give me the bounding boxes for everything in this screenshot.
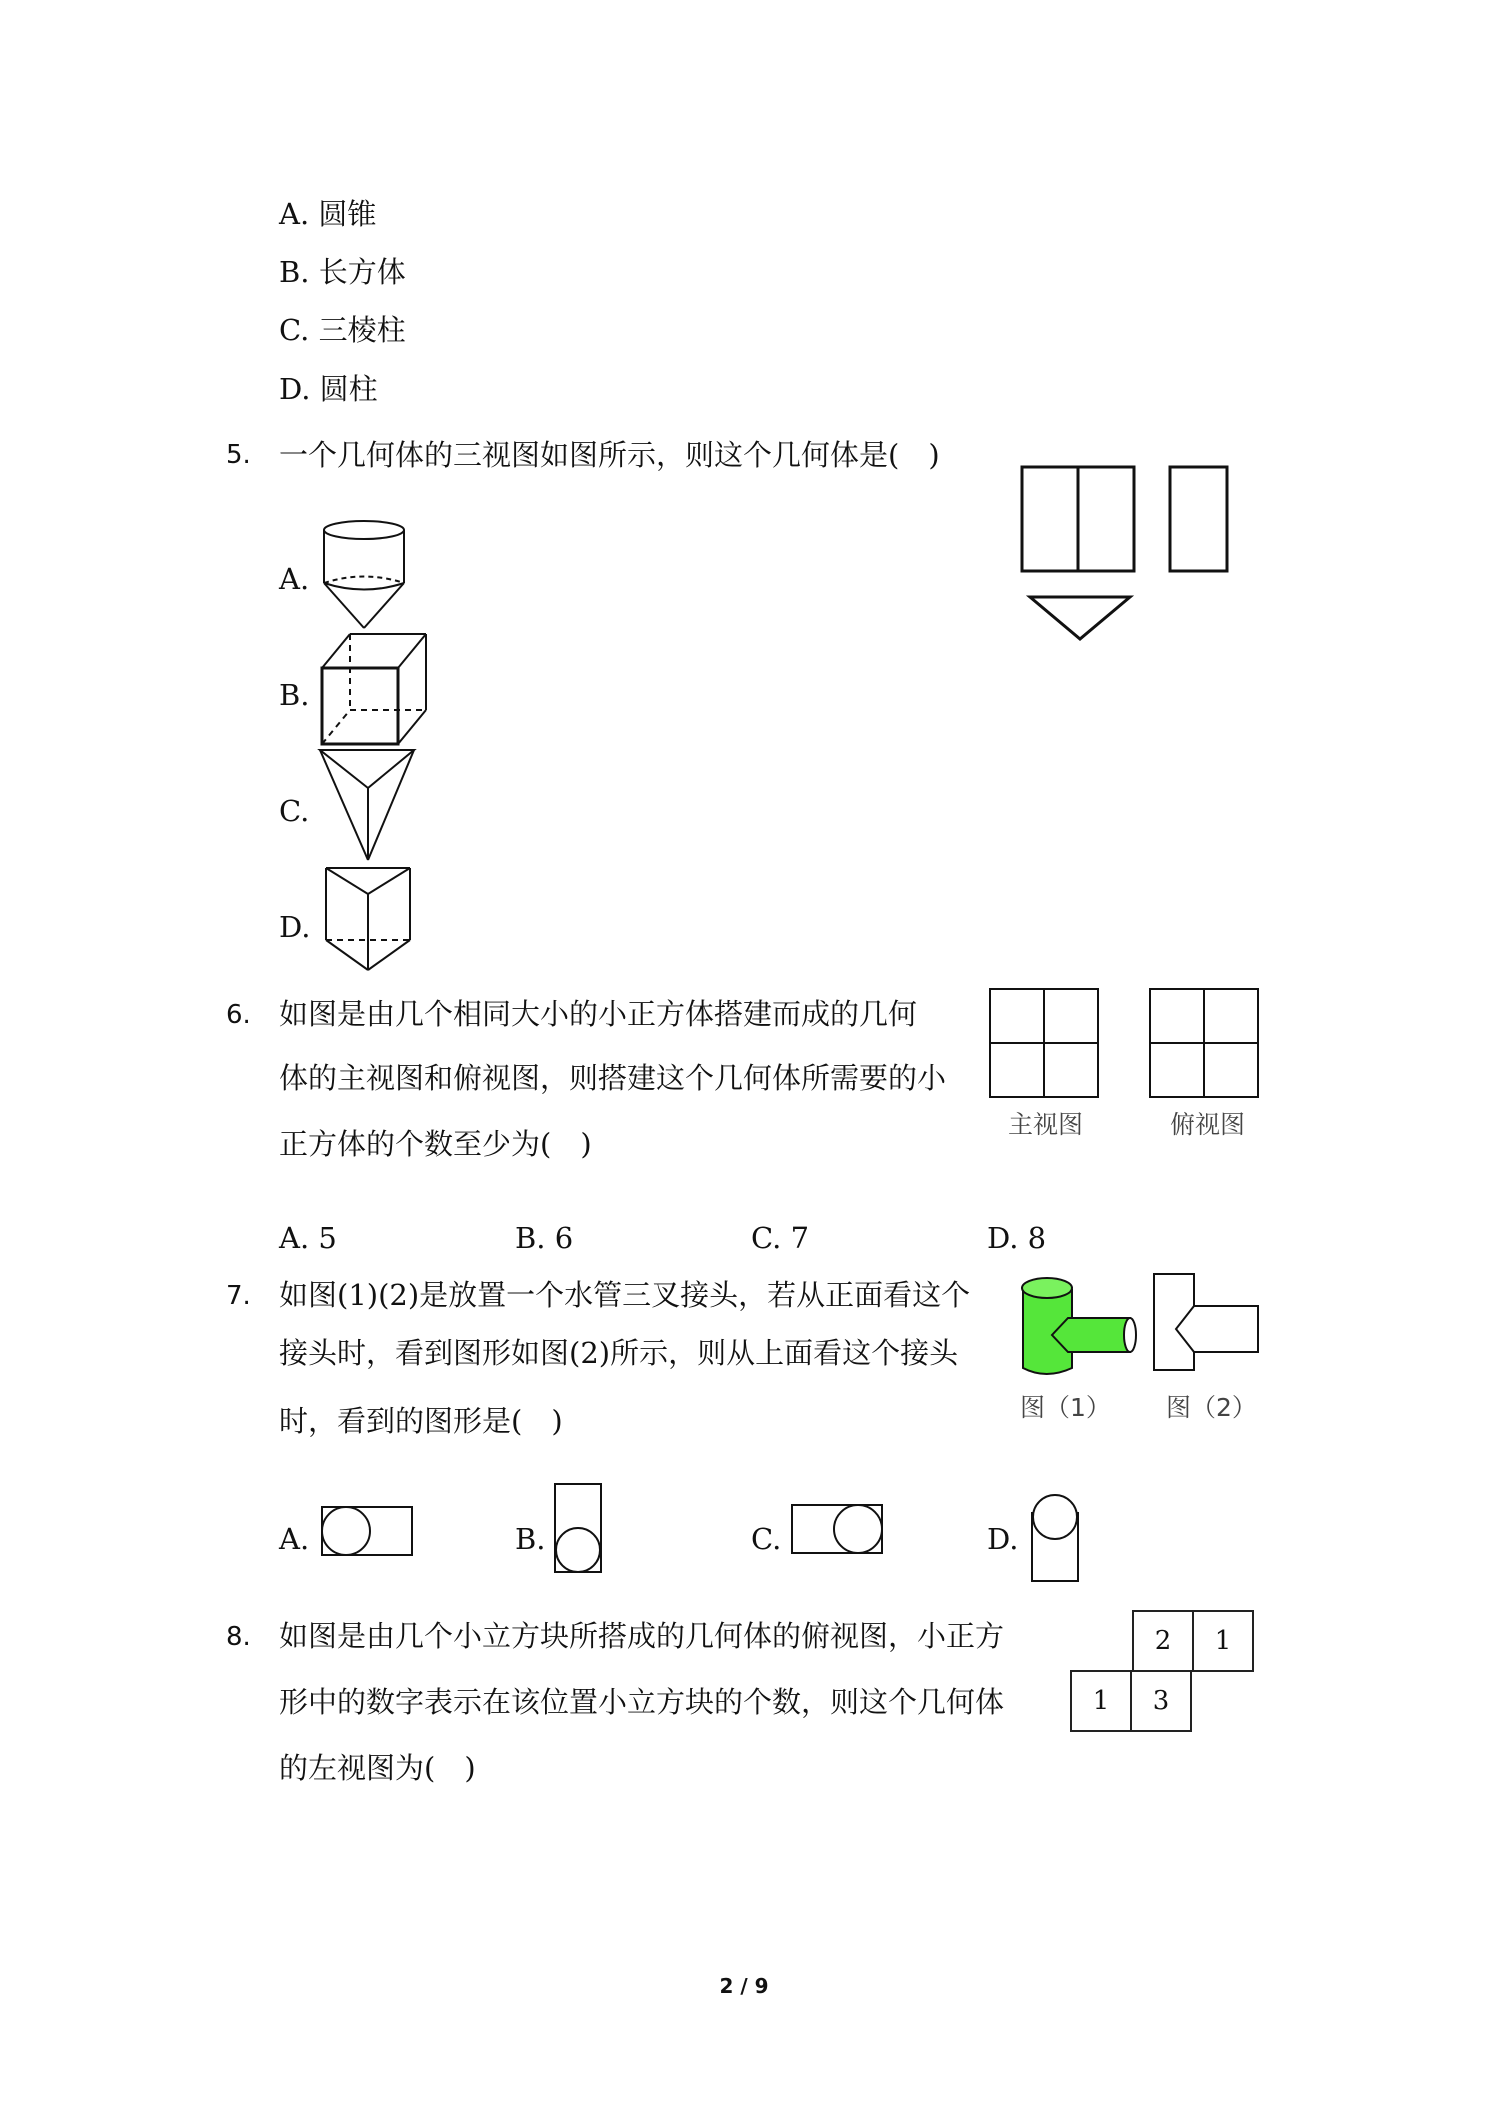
q5-three-view-figure [1020, 465, 1240, 645]
q6-stem-line-1: 如图是由几个相同大小的小正方体搭建而成的几何 [279, 997, 918, 1031]
prev-option-b: B. 长方体 [279, 255, 406, 289]
q6-option-b: B. 6 [515, 1221, 574, 1255]
q7-caption-figure-1: 图（1） [1020, 1393, 1111, 1422]
q5-stem: 一个几何体的三视图如图所示，则这个几何体是( ) [279, 438, 940, 472]
q6-caption-front-view: 主视图 [1008, 1110, 1084, 1139]
q6-front-view-grid [988, 987, 1102, 1101]
q6-stem-line-3: 正方体的个数至少为( ) [279, 1127, 592, 1161]
q7-stem-line-1: 如图(1)(2)是放置一个水管三叉接头，若从正面看这个 [279, 1278, 971, 1312]
q8-grid-cell: 1 [1070, 1670, 1132, 1732]
q5-option-d-label: D. [279, 910, 311, 944]
q7-stem-line-3: 时，看到的图形是( ) [279, 1404, 563, 1438]
q8-stem-line-2: 形中的数字表示在该位置小立方块的个数，则这个几何体 [279, 1685, 1005, 1719]
q7-option-b-figure [553, 1482, 605, 1577]
q5-option-b-cube-icon [320, 632, 430, 750]
q6-number: 6. [226, 1000, 251, 1030]
prev-option-a: A. 圆锥 [279, 197, 377, 231]
q8-top-view-grid [1066, 1610, 1266, 1740]
q5-option-d-prism-icon [324, 866, 416, 978]
q7-option-a-label: A. [279, 1522, 310, 1556]
q5-option-c-pyramid-icon [318, 748, 418, 866]
q5-option-a-cylinder-cone-icon [322, 518, 412, 633]
q7-pipe-tee-3d-figure [1018, 1270, 1138, 1385]
q6-option-c: C. 7 [751, 1221, 810, 1255]
q7-number: 7. [226, 1281, 251, 1311]
q7-option-b-label: B. [515, 1522, 546, 1556]
page-number: 2 / 9 [719, 1974, 769, 1998]
prev-option-c: C. 三棱柱 [279, 313, 406, 347]
q7-front-view-figure [1150, 1270, 1265, 1375]
q6-option-a: A. 5 [279, 1221, 337, 1255]
prev-option-d: D. 圆柱 [279, 372, 378, 406]
q7-stem-line-2: 接头时，看到图形如图(2)所示，则从上面看这个接头 [279, 1336, 959, 1370]
q8-grid-cell: 3 [1130, 1670, 1192, 1732]
q7-option-d-figure [1030, 1493, 1082, 1588]
q6-option-d: D. 8 [987, 1221, 1047, 1255]
q6-top-view-grid [1148, 987, 1262, 1101]
q6-stem-line-2: 体的主视图和俯视图，则搭建这个几何体所需要的小 [279, 1061, 947, 1095]
q6-caption-top-view: 俯视图 [1170, 1110, 1246, 1139]
q8-stem-line-1: 如图是由几个小立方块所搭成的几何体的俯视图，小正方 [279, 1619, 1005, 1653]
q7-caption-figure-2: 图（2） [1166, 1393, 1257, 1422]
q7-option-c-figure [790, 1503, 886, 1555]
q8-number: 8. [226, 1622, 251, 1652]
q8-stem-line-3: 的左视图为( ) [279, 1751, 476, 1785]
q5-number: 5. [226, 440, 251, 470]
q5-option-b-label: B. [279, 678, 310, 712]
q5-option-c-label: C. [279, 794, 310, 828]
q5-option-a-label: A. [279, 562, 310, 596]
q8-grid-cell: 2 [1132, 1610, 1194, 1672]
q7-option-a-figure [320, 1505, 416, 1557]
q8-grid-cell: 1 [1192, 1610, 1254, 1672]
q7-option-d-label: D. [987, 1522, 1019, 1556]
q7-option-c-label: C. [751, 1522, 782, 1556]
